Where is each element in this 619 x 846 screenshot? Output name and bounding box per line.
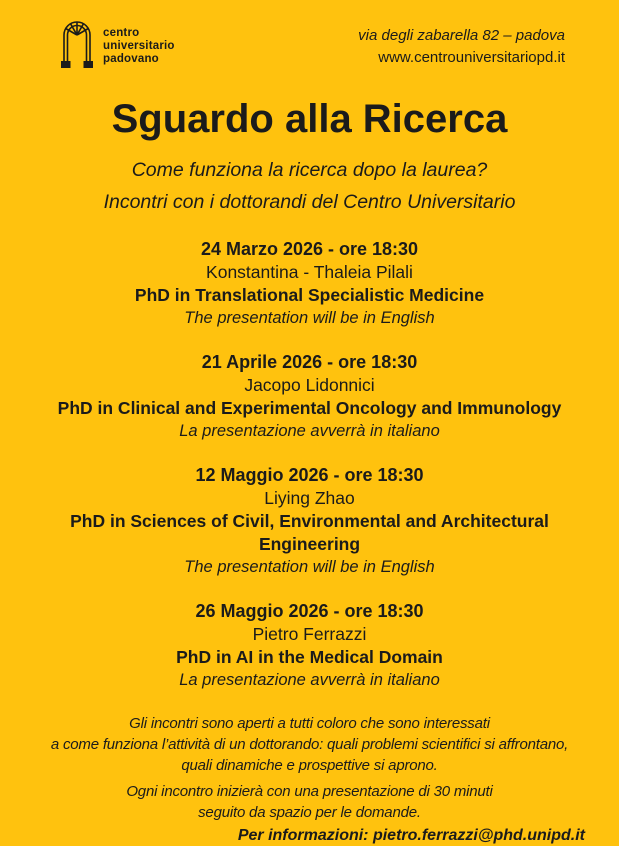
street-address: via degli zabarella 82 – padova <box>358 27 565 44</box>
logo-line-1: centro <box>103 27 140 39</box>
event-speaker: Jacopo Lidonnici <box>244 375 375 395</box>
event-program-line: PhD in Clinical and Experimental Oncology and Immunology <box>57 398 562 418</box>
arch-icon <box>56 14 98 72</box>
event-language-note: La presentazione avverrà in italiano <box>179 671 440 689</box>
logo <box>56 14 175 72</box>
closing-line: quali dinamiche e prospettive si aprono. <box>181 757 438 774</box>
event-program-line: Engineering <box>258 534 361 554</box>
subtitle-line-1: Come funziona la ricerca dopo la laurea? <box>131 159 488 181</box>
logo-line-3: padovano <box>103 53 159 65</box>
event-date: 12 Maggio 2026 - ore 18:30 <box>195 465 424 485</box>
closing-notes <box>0 713 619 823</box>
events-list <box>0 238 619 691</box>
poster-title: Sguardo alla Ricerca <box>111 97 508 141</box>
event-block <box>0 351 619 442</box>
event-language-note: La presentazione avverrà in italiano <box>179 422 440 440</box>
closing-line: Ogni incontro inizierà con una presentazione di 30 minuti <box>126 783 493 800</box>
closing-line: a come funziona l’attività di un dottorando: quali problemi scientifici si affrontano, <box>50 736 569 753</box>
contact-line: Per informazioni: pietro.ferrazzi@phd.unipd.it <box>237 827 585 844</box>
event-block <box>0 464 619 578</box>
event-speaker: Liying Zhao <box>264 488 355 508</box>
closing-line: Gli incontri sono aperti a tutti coloro che sono interessati <box>129 715 490 732</box>
website-url: www.centrouniversitariopd.it <box>378 49 565 66</box>
event-date: 24 Marzo 2026 - ore 18:30 <box>200 239 419 259</box>
poster-header <box>0 0 619 72</box>
event-language-note: The presentation will be in English <box>184 309 435 327</box>
poster-subtitle <box>0 154 619 218</box>
event-program-line: PhD in AI in the Medical Domain <box>176 647 443 667</box>
subtitle-line-2: Incontri con i dottorandi del Centro Universitario <box>103 191 516 213</box>
logo-line-2: universitario <box>103 40 175 52</box>
event-date: 21 Aprile 2026 - ore 18:30 <box>201 352 418 372</box>
event-block <box>0 238 619 329</box>
event-speaker: Pietro Ferrazzi <box>252 624 367 644</box>
event-program <box>0 284 619 307</box>
address-block <box>358 14 565 69</box>
event-date: 26 Maggio 2026 - ore 18:30 <box>195 601 424 621</box>
event-program <box>0 397 619 420</box>
logo-text <box>103 14 175 66</box>
event-language-note: The presentation will be in English <box>184 558 435 576</box>
event-speaker: Konstantina - Thaleia Pilali <box>206 262 413 282</box>
event-program <box>0 646 619 669</box>
event-program <box>0 510 619 556</box>
event-block <box>0 600 619 691</box>
closing-line: seguito da spazio per le domande. <box>198 804 421 821</box>
event-program-line: PhD in Sciences of Civil, Environmental and Architectural <box>70 511 549 531</box>
event-program-line: PhD in Translational Specialistic Medicine <box>134 285 485 305</box>
